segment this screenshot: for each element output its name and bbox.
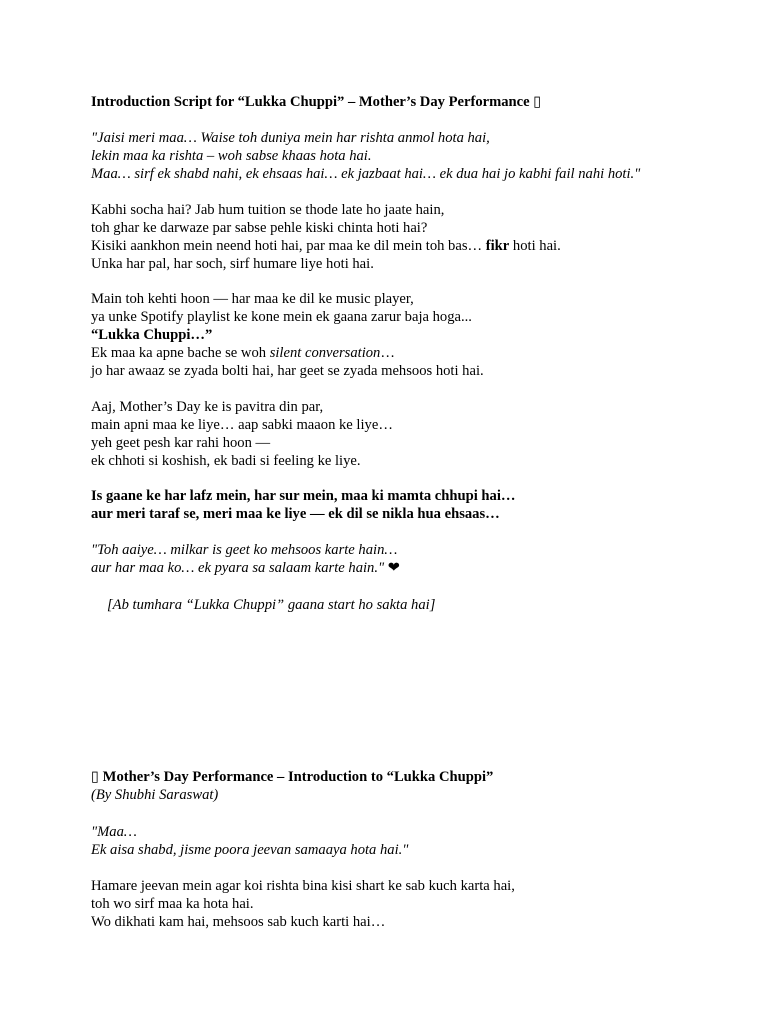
text-segment: hoti hai. — [509, 237, 561, 254]
text-segment: aur har maa ko… ek pyara sa salaam karte hain." — [91, 559, 385, 576]
text-line: yeh geet pesh kar rahi hoon — — [91, 434, 271, 451]
text-line: main apni maa ke liye… aap sabki maaon ke liye… — [91, 416, 393, 433]
text-segment: … — [380, 344, 395, 361]
section1-title: Introduction Script for “Lukka Chuppi” – Mother’s Day Performance ▯ — [91, 94, 542, 110]
text-line: Aaj, Mother’s Day ke is pavitra din par, — [91, 399, 324, 415]
section1-stage-note-block — [91, 597, 748, 615]
text-line: toh ghar ke darwaze par sabse pehle kiski chinta hoti hai? — [91, 219, 428, 236]
byline: (By Shubhi Saraswat) — [91, 786, 219, 803]
text-line: Kabhi socha hai? Jab hum tuition se thode late ho jaate hain, — [91, 202, 445, 218]
bold-word: fikr — [485, 237, 510, 254]
section1-opening-quote — [91, 130, 748, 184]
section1-title-block — [91, 94, 748, 112]
quote-line: "Maa… — [91, 824, 137, 840]
section1-paragraph-4 — [91, 488, 748, 524]
section2-header — [91, 769, 748, 805]
text-line: toh wo sirf maa ka hota hai. — [91, 895, 254, 912]
text-line: Wo dikhati kam hai, mehsoos sab kuch karti hai… — [91, 913, 386, 930]
text-segment: Kisiki aankhon mein neend hoti hai, par maa ke dil mein toh bas… — [91, 237, 486, 254]
text-line: Hamare jeevan mein agar koi rishta bina kisi shart ke sab kuch karta hai, — [91, 878, 515, 894]
text-line: jo har awaaz se zyada bolti hai, har geet se zyada mehsoos hoti hai. — [91, 362, 484, 379]
text-line — [91, 238, 748, 256]
heart-icon: ❤ — [384, 559, 401, 576]
quote-line: Ek aisa shabd, jisme poora jeevan samaaya hota hai." — [91, 841, 409, 858]
text-line: Unka har pal, har soch, sirf humare liye hoti hai. — [91, 255, 374, 272]
quote-line: "Jaisi meri maa… Waise toh duniya mein har rishta anmol hota hai, — [91, 130, 490, 146]
section2-quote — [91, 824, 748, 860]
quote-line: lekin maa ka rishta – woh sabse khaas hota hai. — [91, 147, 372, 164]
section2-title: ▯ Mother’s Day Performance – Introduction to “Lukka Chuppi” — [91, 769, 494, 785]
section1-paragraph-1 — [91, 202, 748, 274]
quote-line: Maa… sirf ek shabd nahi, ek ehsaas hai… ek jazbaat hai… ek dua hai jo kabhi fail nahi hoti." — [91, 165, 641, 182]
song-name: “Lukka Chuppi…” — [91, 326, 213, 343]
text-line: Main toh kehti hoon — har maa ke dil ke music player, — [91, 291, 414, 307]
text-line: ek chhoti si koshish, ek badi si feeling ke liye. — [91, 452, 361, 469]
quote-line: "Toh aaiye… milkar is geet ko mehsoos karte hain… — [91, 542, 398, 558]
text-segment: Ek maa ka apne bache se woh — [91, 344, 270, 361]
quote-line — [91, 560, 748, 578]
text-line — [91, 345, 748, 363]
italic-phrase: silent conversation — [269, 344, 381, 361]
section1-paragraph-2 — [91, 291, 748, 381]
section2-paragraph-1 — [91, 878, 748, 932]
section1-paragraph-3 — [91, 399, 748, 471]
bold-line: Is gaane ke har lafz mein, har sur mein, maa ki mamta chhupi hai… — [91, 488, 516, 504]
text-line: ya unke Spotify playlist ke kone mein ek gaana zarur baja hoga... — [91, 308, 472, 325]
stage-note: [Ab tumhara “Lukka Chuppi” gaana start ho sakta hai] — [107, 597, 436, 613]
bold-line: aur meri taraf se, meri maa ke liye — ek dil se nikla hua ehsaas… — [91, 505, 500, 522]
section1-closing-quote — [91, 542, 748, 578]
